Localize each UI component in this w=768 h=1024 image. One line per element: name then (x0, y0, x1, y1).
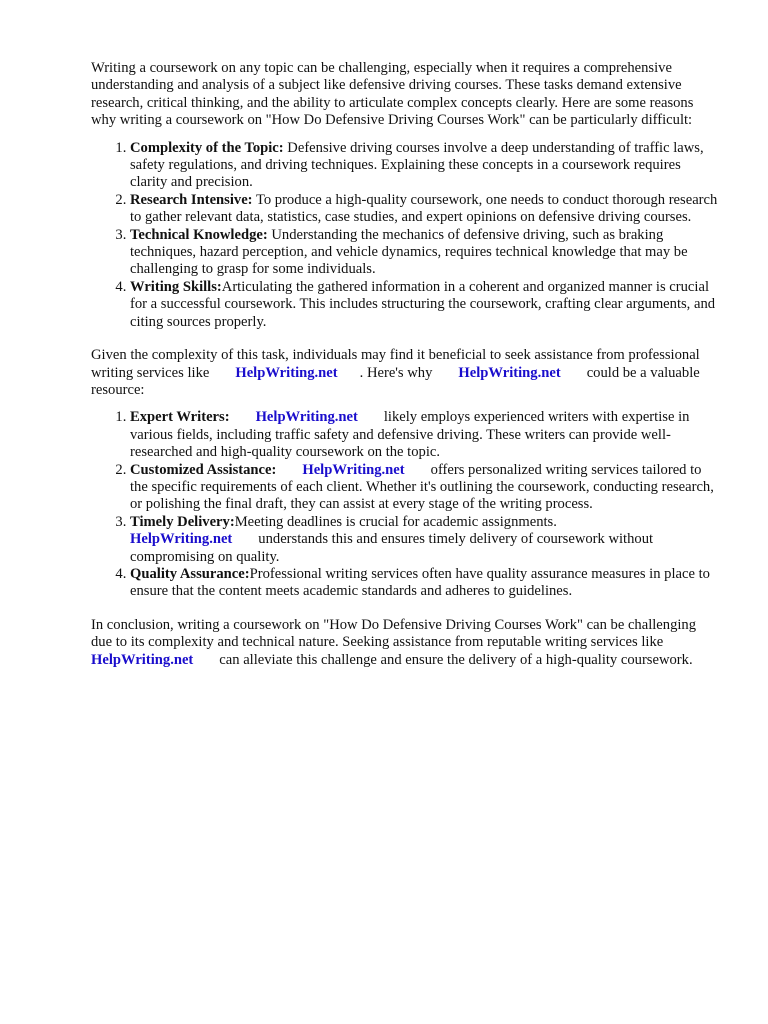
difficulties-list (91, 140, 718, 331)
list-item (130, 279, 718, 331)
conclusion-text-1: In conclusion, writing a coursework on "How Do Defensive Driving Courses Work" can be challenging due to its complexity and technical nature. Seeking assistance from reputable writing services like (91, 616, 697, 651)
item-title: Research Intensive: (130, 191, 253, 208)
item-text: To produce a high-quality coursework, one needs to conduct thorough research to gather relevant data, statistics, case studies, and expert opinions on defensive driving courses. (130, 191, 718, 226)
document-page (91, 60, 718, 669)
item-text: Defensive driving courses involve a deep understanding of traffic laws, safety regulations, and driving techniques. Explaining these concepts in a coursework requires clarity and precision. (130, 139, 704, 191)
list-item (130, 227, 718, 279)
item-title: Expert Writers: (130, 409, 230, 426)
item-text: Articulating the gathered information in a coherent and organized manner is crucial for a successful coursework. This includes structuring the coursework, crafting clear arguments, and citing sources properly. (130, 278, 716, 330)
item-title: Technical Knowledge: (130, 226, 268, 243)
middle-text-1: Given the complexity of this task, individuals may find it beneficial to seek assistance from professional writing services like (91, 347, 700, 381)
helpwriting-link[interactable]: HelpWriting.net (255, 409, 358, 426)
item-title: Writing Skills: (130, 278, 222, 295)
helpwriting-link[interactable]: HelpWriting.net (91, 651, 194, 668)
list-item (130, 566, 718, 601)
item-text: Meeting deadlines is crucial for academic assignments. (234, 513, 557, 530)
list-item (130, 140, 718, 192)
item-title: Quality Assurance: (130, 565, 250, 582)
helpwriting-link[interactable]: HelpWriting.net (458, 364, 561, 381)
middle-text-2: . Here's why (359, 364, 433, 381)
item-title: Timely Delivery: (130, 513, 235, 530)
item-title: Complexity of the Topic: (130, 139, 284, 156)
list-item (130, 514, 718, 566)
list-item (130, 192, 718, 227)
item-text: Professional writing services often have quality assurance measures in place to ensure that the content meets academic standards and adheres to guidelines. (130, 565, 710, 600)
item-text: offers personalized writing services tailored to the specific requirements of each client. Whether it's outlining the coursework, conducting research, or polishing the final draft, they can assist at every stage of the writing process. (130, 461, 714, 513)
middle-paragraph (91, 347, 718, 399)
helpwriting-link[interactable]: HelpWriting.net (130, 531, 233, 548)
item-text: understands this and ensures timely delivery of coursework without compromising on quality. (130, 531, 654, 565)
helpwriting-link[interactable]: HelpWriting.net (235, 364, 338, 381)
middle-text-3: could be a valuable resource: (91, 364, 700, 398)
list-item (130, 462, 718, 514)
item-text: Understanding the mechanics of defensive driving, such as braking techniques, hazard perception, and vehicle dynamics, requires technical knowledge that may be challenging to grasp for some individuals. (130, 226, 688, 278)
conclusion-text-2: can alleviate this challenge and ensure the delivery of a high-quality coursework. (219, 651, 693, 668)
benefits-list (91, 409, 718, 600)
helpwriting-link[interactable]: HelpWriting.net (302, 461, 405, 478)
item-text: likely employs experienced writers with expertise in various fields, including traffic safety and defensive driving. These writers can provide well-researched and high-quality coursework on the topic. (130, 409, 690, 461)
intro-paragraph: Writing a coursework on any topic can be challenging, especially when it requires a comprehensive understanding and analysis of a subject like defensive driving courses. These tasks demand extensive research, critical thinking, and the ability to articulate complex concepts clearly. Here are some reasons why writing a coursework on "How Do Defensive Driving Courses Work" can be particularly difficult: (91, 60, 694, 129)
conclusion-paragraph (91, 617, 718, 669)
item-title: Customized Assistance: (130, 461, 277, 478)
list-item (130, 409, 718, 461)
